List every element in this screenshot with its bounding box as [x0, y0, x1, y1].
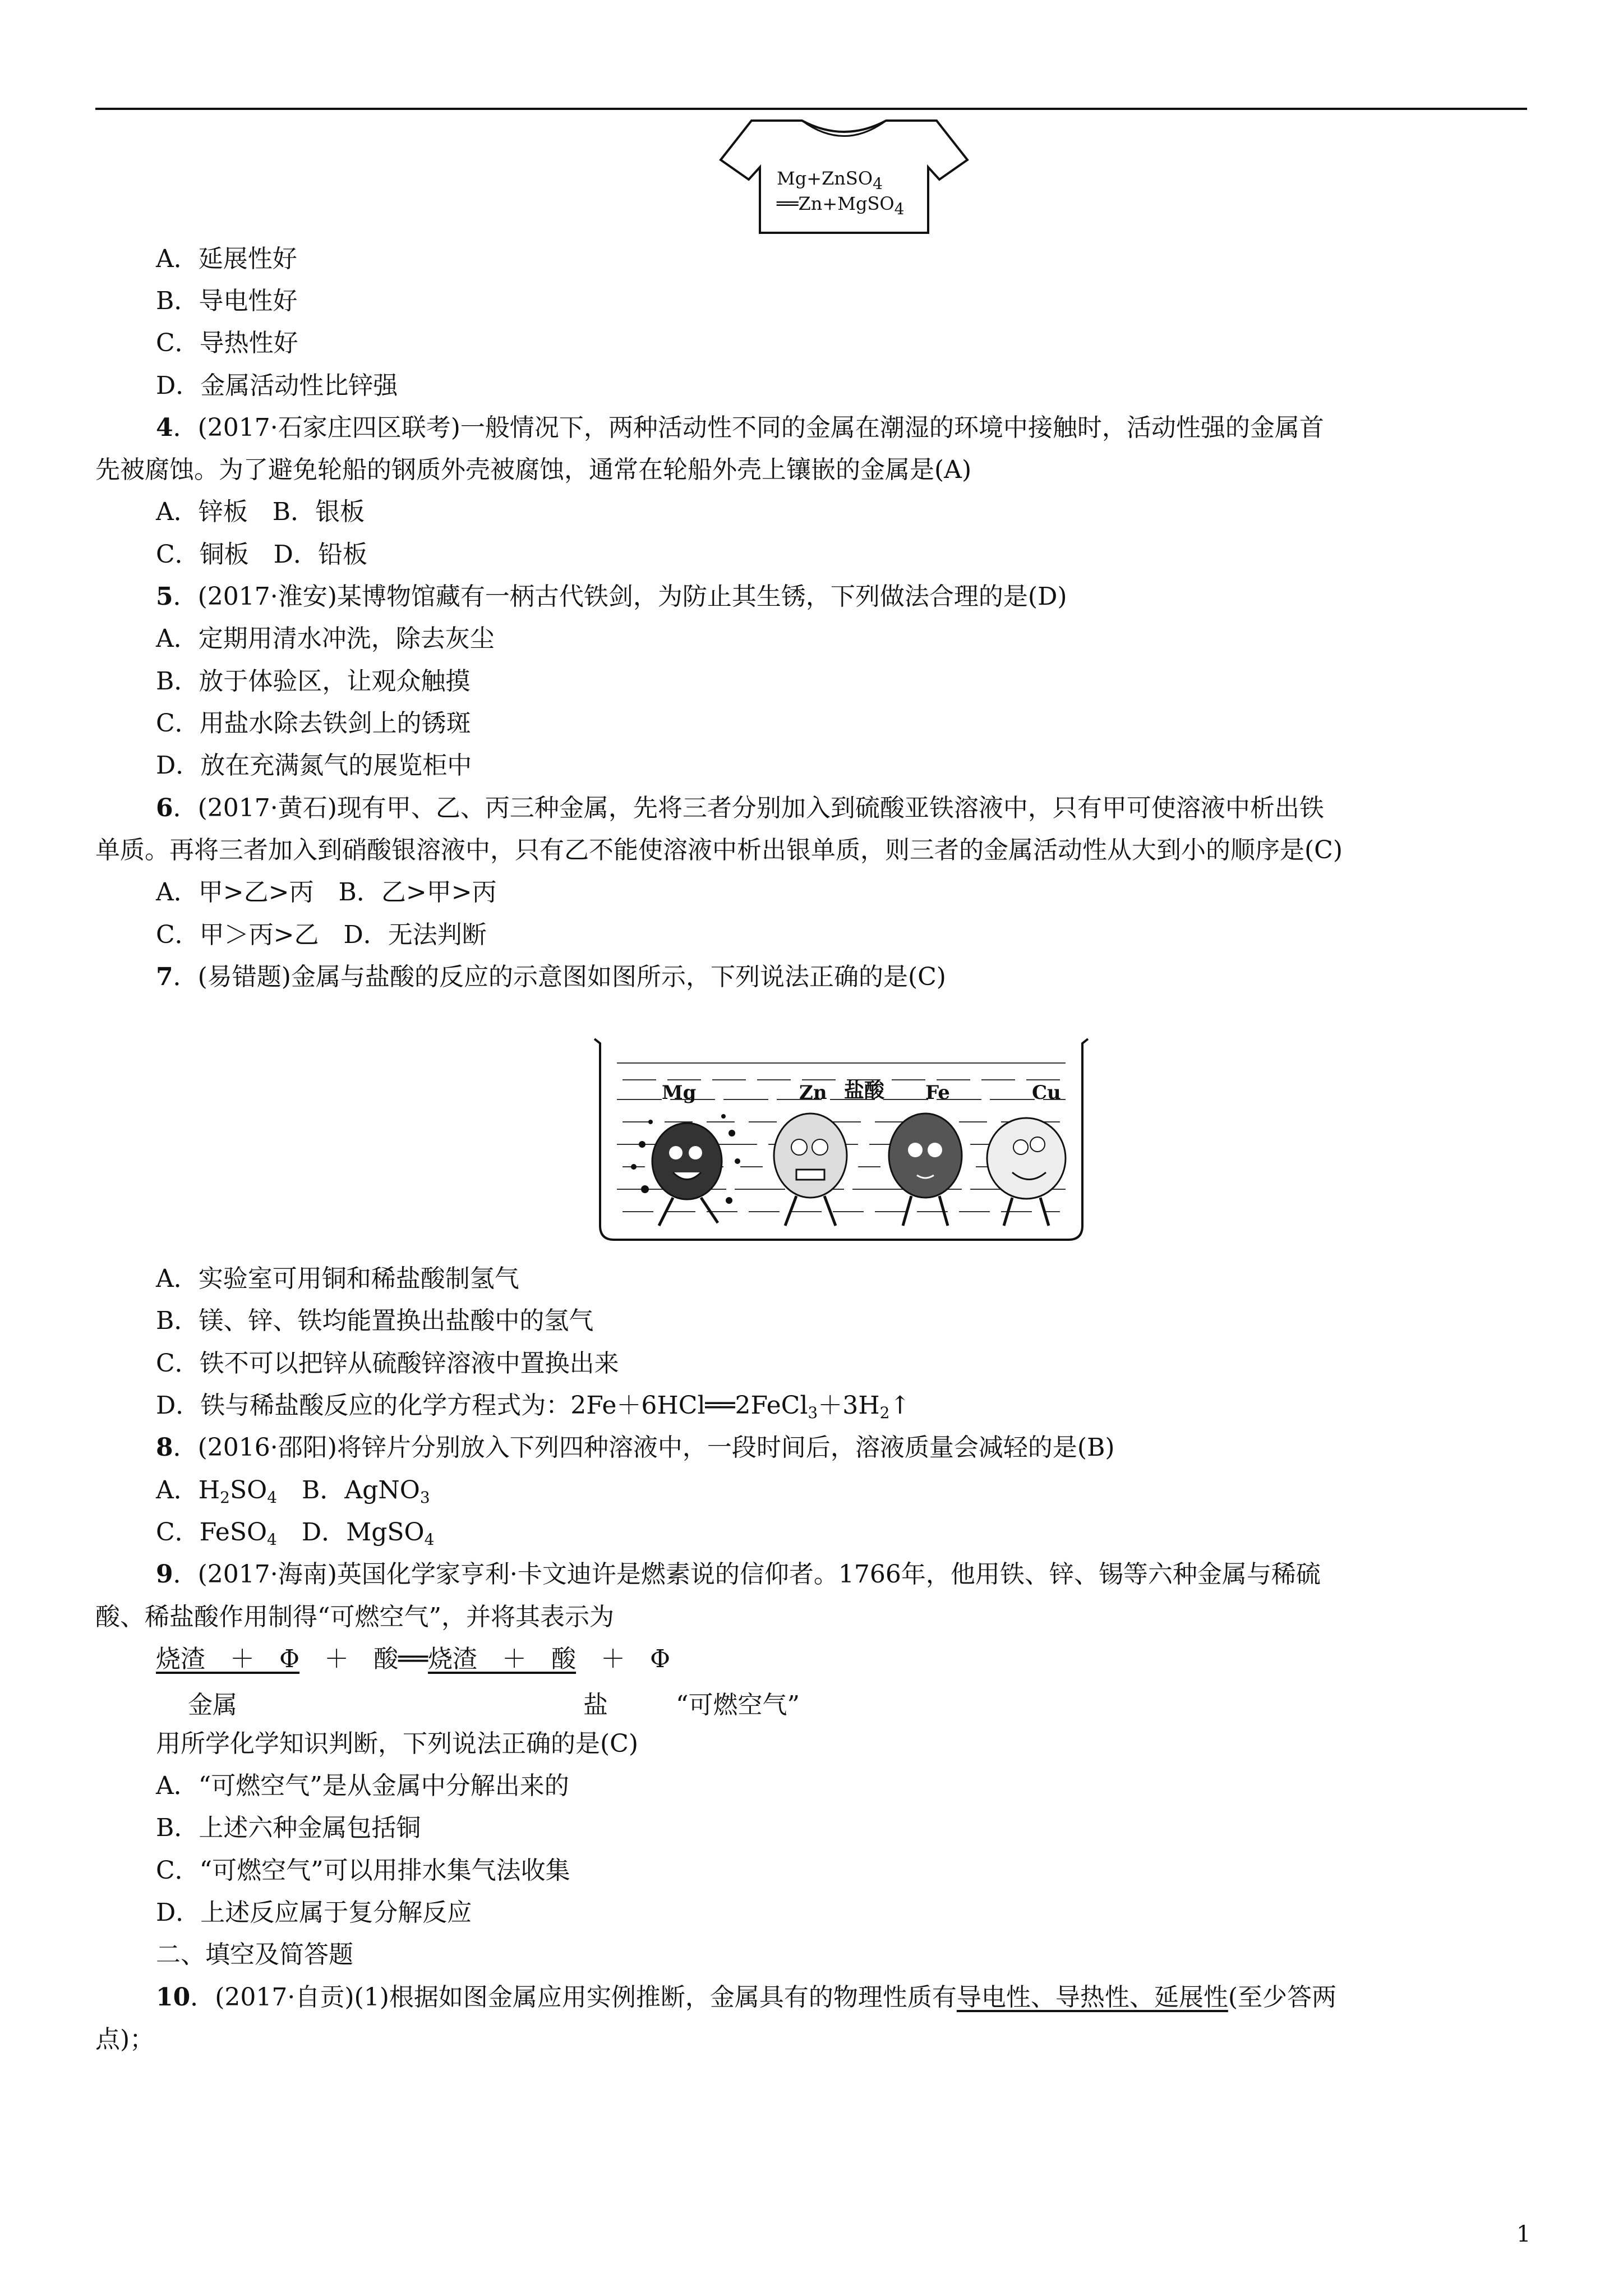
q10-number: 10 — [156, 1983, 191, 2012]
q3-option-b: B．导电性好 — [156, 287, 298, 315]
q5-stem: 5．(2017·淮安)某博物馆藏有一柄古代铁剑，为防止其生锈，下列做法合理的是(D) — [156, 582, 1067, 611]
beaker-figure — [589, 1032, 1094, 1245]
q10-answer: 导电性、导热性、延展性 — [956, 1983, 1228, 2012]
q10-stem-line2: 点)； — [95, 2025, 155, 2054]
q9-option-b: B．上述六种金属包括铜 — [156, 1814, 421, 1842]
q7-option-d: D．铁与稀盐酸反应的化学方程式为：$2Fe+6HCl══2FeCl_3+3H_2↑$ — [156, 1391, 911, 1422]
q4-stem-line1: 4．(2017·石家庄四区联考)一般情况下，两种活动性不同的金属在潮湿的环境中接触时，活动性强的金属首 — [156, 413, 1324, 442]
q4-number: 4 — [156, 413, 173, 442]
q6-stem-line2: 单质。再将三者加入到硝酸银溶液中，只有乙不能使溶液中析出银单质，则三者的金属活动性从大到小的顺序是(C) — [95, 836, 1343, 864]
tshirt-equation-line1: Mg+ZnSO$_4$ — [777, 168, 883, 193]
q5-number: 5 — [156, 582, 173, 611]
q8-number: 8 — [156, 1433, 173, 1462]
q9-under-salt: 盐 — [583, 1691, 608, 1719]
q8-options-ab: A．$H_2SO_4$ B．AgNO$_3$ — [156, 1476, 430, 1507]
fig-label-zn: Zn — [799, 1082, 827, 1104]
q7-option-b: B．镁、锌、铁均能置换出盐酸中的氢气 — [156, 1306, 594, 1335]
q5-option-d: D．放在充满氮气的展览柜中 — [156, 751, 472, 780]
q5-option-c: C．用盐水除去铁剑上的锈斑 — [156, 709, 471, 738]
q3-option-a: A．延展性好 — [156, 245, 297, 273]
fe-character — [889, 1114, 962, 1226]
q7-number: 7 — [156, 963, 173, 991]
fig-label-fe: Fe — [925, 1082, 950, 1104]
fig-label-cu: Cu — [1032, 1082, 1061, 1104]
fig-label-hcl: 盐酸 — [844, 1079, 885, 1102]
q6-options-cd: C．甲＞丙>乙 D．无法判断 — [156, 921, 487, 949]
fig-label-mg: Mg — [662, 1082, 697, 1104]
q9-stem-line1: 9．(2017·海南)英国化学家亨利·卡文迪许是燃素说的信仰者。1766年，他用铁、锌、锡等六种金属与稀硫 — [156, 1560, 1321, 1589]
q9-number: 9 — [156, 1560, 173, 1589]
zn-character — [774, 1114, 847, 1226]
q7-option-c: C．铁不可以把锌从硫酸锌溶液中置换出来 — [156, 1349, 619, 1378]
q9-stem-line3: 用所学化学知识判断，下列说法正确的是(C) — [156, 1729, 638, 1758]
q4-options-cd: C．铜板 D．铅板 — [156, 540, 367, 569]
section-heading: 二、填空及简答题 — [156, 1940, 353, 1969]
q10-stem-line1: 10．(2017·自贡)(1)根据如图金属应用实例推断，金属具有的物理性质有导电性、导热性、延展性(至少答两 — [156, 1983, 1337, 2012]
q3-option-d: D．金属活动性比锌强 — [156, 371, 398, 400]
q9-under-metal: 金属 — [188, 1691, 237, 1719]
q5-option-a: A．定期用清水冲洗，除去灰尘 — [156, 624, 495, 653]
q9-under-gas: “可燃空气” — [676, 1691, 800, 1719]
mg-character — [631, 1114, 740, 1226]
q6-number: 6 — [156, 794, 173, 822]
q4-options-ab: A．锌板 B．银板 — [156, 498, 365, 526]
q5-option-b: B．放于体验区，让观众触摸 — [156, 667, 471, 696]
tshirt-equation-line2: ══Zn+MgSO$_4$ — [777, 193, 905, 218]
q9-option-a: A．“可燃空气”是从金属中分解出来的 — [156, 1772, 569, 1800]
q9-equation: 烧渣 ＋ Φ ＋ 酸══烧渣 ＋ 酸 ＋ Φ — [156, 1645, 671, 1673]
q9-option-d: D．上述反应属于复分解反应 — [156, 1898, 472, 1927]
q4-stem-line2: 先被腐蚀。为了避免轮船的钢质外壳被腐蚀，通常在轮船外壳上镶嵌的金属是(A) — [95, 455, 972, 484]
q6-options-ab: A．甲>乙>丙 B．乙>甲>丙 — [156, 878, 497, 907]
q7-stem: 7．(易错题)金属与盐酸的反应的示意图如图所示，下列说法正确的是(C) — [156, 963, 946, 991]
page-number: 1 — [1516, 2221, 1531, 2247]
q7-option-a: A．实验室可用铜和稀盐酸制氢气 — [156, 1264, 519, 1293]
q9-stem-line2: 酸、稀盐酸作用制得“可燃空气”，并将其表示为 — [95, 1603, 614, 1631]
q6-stem-line1: 6．(2017·黄石)现有甲、乙、丙三种金属，先将三者分别加入到硫酸亚铁溶液中，只有甲可使溶液中析出铁 — [156, 794, 1324, 822]
q3-option-c: C．导热性好 — [156, 329, 298, 357]
header-rule — [95, 108, 1527, 110]
q9-option-c: C．“可燃空气”可以用排水集气法收集 — [156, 1856, 570, 1885]
q8-options-cd: C．FeSO$_4$ D．MgSO$_4$ — [156, 1518, 435, 1549]
q8-stem: 8．(2016·邵阳)将锌片分别放入下列四种溶液中，一段时间后，溶液质量会减轻的是(B) — [156, 1433, 1115, 1462]
cu-character — [987, 1118, 1066, 1226]
